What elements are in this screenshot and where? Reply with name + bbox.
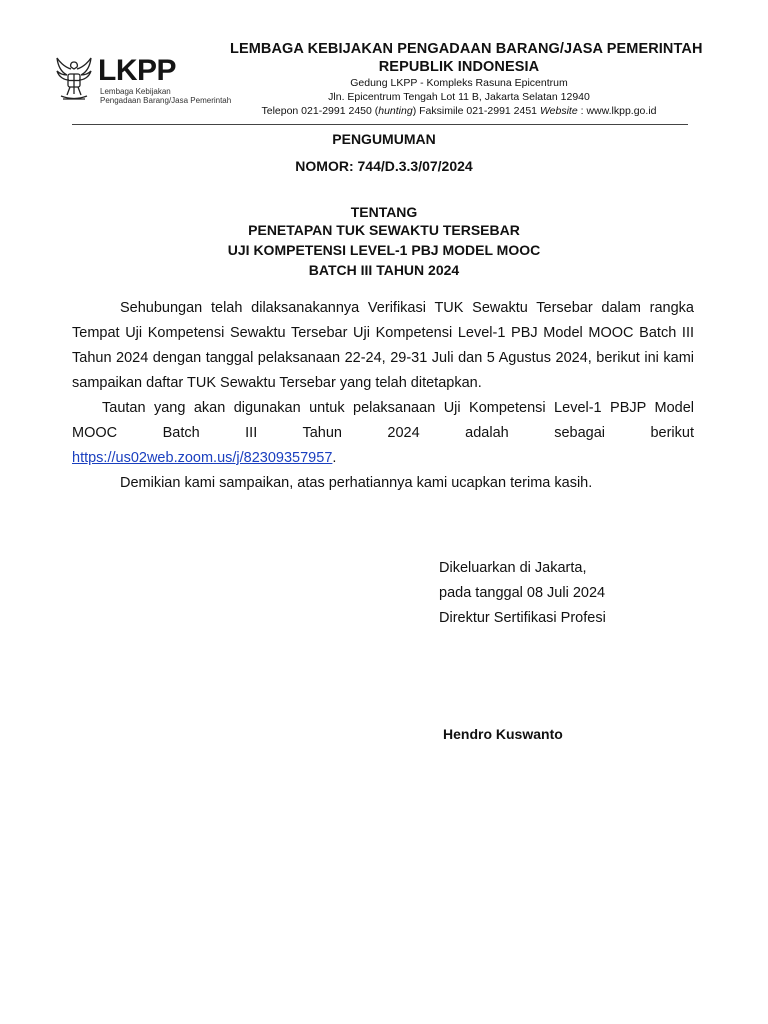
announcement-number: NOMOR: 744/D.3.3/07/2024 (295, 158, 473, 174)
org-contact (230, 104, 688, 118)
logo-subtitle-2: Pengadaan Barang/Jasa Pemerintah (100, 96, 232, 105)
announcement-type: PENGUMUMAN (332, 131, 436, 147)
link-suffix: . (332, 450, 337, 466)
signature-block (439, 556, 606, 631)
garuda-emblem-icon (55, 56, 93, 106)
org-name: LEMBAGA KEBIJAKAN PENGADAAN BARANG/JASA PEMERINTAH (230, 41, 703, 57)
contact-website-label: Website (539, 105, 578, 117)
announcement-about: TENTANG (350, 204, 418, 220)
header-divider (72, 124, 688, 125)
org-address-1: Gedung LKPP - Kompleks Rasuna Epicentrum (350, 77, 568, 89)
announcement-body (72, 296, 694, 496)
letterhead (230, 40, 703, 118)
announcement-title-1: PENETAPAN TUK SEWAKTU TERSEBAR (248, 222, 520, 238)
body-paragraph-3: Demikian kami sampaikan, atas perhatiannya kami ucapkan terima kasih. (120, 475, 593, 491)
org-country: REPUBLIK INDONESIA (378, 59, 540, 75)
zoom-link[interactable]: https://us02web.zoom.us/j/82309357957 (72, 450, 333, 466)
contact-phone: Telepon 021-2991 2450 ( (261, 105, 379, 117)
body-paragraph-2: Tautan yang akan digunakan untuk pelaksanaan Uji Kompetensi Level-1 PBJP Model MOOC Batch III Tahun 2024 adalah sebagai berikut (72, 400, 694, 441)
contact-fax: ) Faksimile 021-2991 2451 (412, 105, 540, 117)
announcement-title-3: BATCH III TAHUN 2024 (308, 262, 460, 278)
signature-place: Dikeluarkan di Jakarta, (439, 560, 587, 576)
lkpp-logo (55, 54, 245, 110)
announcement-title-2: UJI KOMPETENSI LEVEL-1 PBJ MODEL MOOC (227, 242, 541, 258)
signature-date: pada tanggal 08 Juli 2024 (439, 585, 606, 601)
body-link-line (72, 446, 694, 471)
org-address-2: Jln. Epicentrum Tengah Lot 11 B, Jakarta Selatan 12940 (328, 91, 590, 103)
contact-website: : www.lkpp.go.id (577, 105, 657, 117)
signature-position: Direktur Sertifikasi Profesi (439, 610, 606, 626)
contact-hunting: hunting (378, 105, 413, 117)
signer-name: Hendro Kuswanto (443, 726, 563, 742)
logo-wordmark: LKPP (98, 54, 177, 87)
logo-subtitle-1: Lembaga Kebijakan (100, 87, 171, 96)
body-paragraph-1: Sehubungan telah dilaksanakannya Verifikasi TUK Sewaktu Tersebar dalam rangka Tempat Uji Kompetensi Sewaktu Tersebar Uji Kompetensi Level-1 PBJ Model MOOC Batch III Tahun 2024 dengan tanggal pelaksanaan 22-24, 29-31 Juli dan 5 Agustus 2024, berikut ini kami sampaikan daftar TUK Sewaktu Tersebar yang telah ditetapkan. (72, 300, 694, 391)
